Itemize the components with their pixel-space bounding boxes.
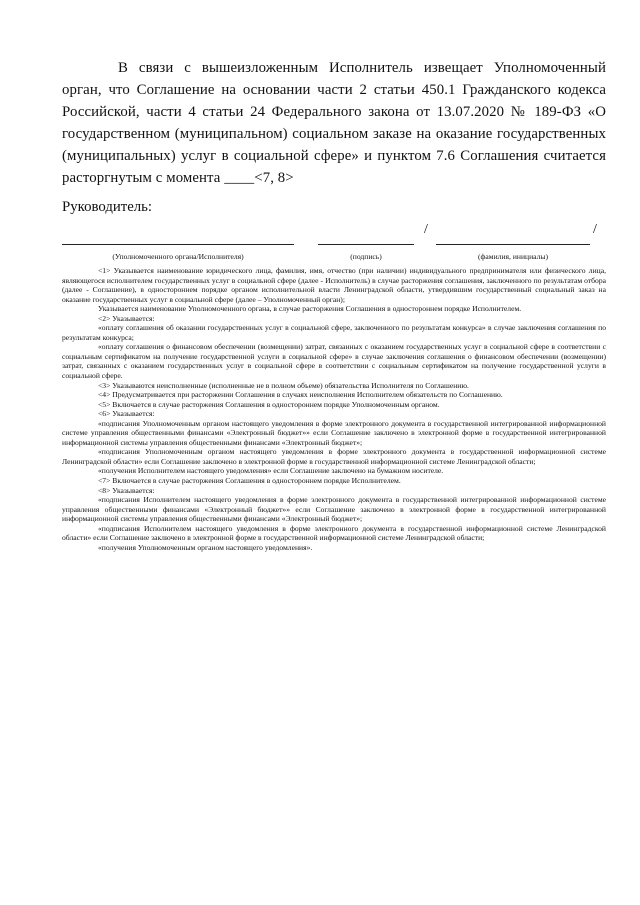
footnote-item: «подписания Исполнителем настоящего уведомления в форме электронного документа в государственной интегрированной информационной системе управления общественными финансами «Электронный бюджет»» если Соглашение заключено в электронной форме в государственной интегрированной информационной системы управления общественными финансами «Электронный бюджет»; [62, 495, 606, 524]
caption-name: (фамилия, инициалы) [477, 252, 548, 261]
footnote-item: «оплату соглашения о финансовом обеспечении (возмещении) затрат, связанных с оказанием государственных услуг в социальной сфере в соответствии с социальным сертификатом на получение государственной услуги в социальной сфере» в случае заключения соглашения о финансовом обеспечении (возмещении) затрат, связанных с оказанием государственных услуг в социальной сфере в соответствии с социальным сертификатом на получение государственной услуги в социальной сфере. [62, 342, 606, 381]
footnote-item: «получения Уполномоченным органом настоящего уведомления». [98, 542, 313, 552]
footnote: <6> Указывается: [98, 409, 155, 419]
name-slash: / [593, 222, 597, 237]
footnote-item: «получения Исполнителем настоящего уведомления» если Соглашение заключено на бумажном носителе. [98, 466, 444, 476]
footnote: <5> Включается в случае расторжения Соглашения в одностороннем порядке Уполномоченным органом. [98, 399, 440, 409]
footnote: <1> Указывается наименование юридического лица, фамилия, имя, отчество (при наличии) индивидуального предпринимателя или физического лица, являющегося исполнителем государственных услуг в социальной сфере (далее - Исполнитель) в случае расторжения соглашения, заключенного по результатам отбора (далее - Соглашение), в одностороннем порядке органом исполнительной власти Ленинградской области, утвердившим государственный социальный заказ на оказание государственных услуг в социальной сфере (далее – Уполномоченный орган); [62, 266, 606, 304]
caption-org: (Уполномоченного органа/Исполнителя) [112, 252, 244, 261]
footnote-item: «подписания Уполномоченным органом настоящего уведомления в форме электронного документа в государственной интегрированной информационной системе управления общественными финансами «Электронный бюджет»» если Соглашение заключено в электронной форме в государственной интегрированной информационной системы управления общественными финансами «Электронный бюджет»; [62, 418, 606, 447]
footnote: <3> Указываются неисполненные (исполненные не в полном объеме) обязательства Исполнителя по Соглашению. [98, 380, 469, 390]
footnote-item: «подписания Исполнителем настоящего уведомления в форме электронного документа в государственной информационной системе Ленинградской области» если Соглашение заключено в электронной форме в государственной информационной системе Ленинградской области; [62, 523, 606, 543]
name-line [436, 244, 590, 245]
footnote: <2> Указывается: [98, 313, 155, 323]
head-label: Руководитель: [62, 199, 153, 215]
signature-line [318, 244, 414, 245]
footnote: Указывается наименование Уполномоченного органа, в случае расторжения Соглашения в одностороннем порядке Исполнителем. [98, 304, 522, 314]
notice-paragraph: В связи с вышеизложенным Исполнитель извещает Уполномоченный орган, что Соглашение на основании части 2 статьи 450.1 Гражданского кодекса Российской, части 4 статьи 24 Федерального закона от 13.07.2020 № 189-ФЗ «О государственном (муниципальном) социальном заказе на оказание государственных (муниципальных) услуг в социальной сфере» и пунктом 7.6 Соглашения считается расторгнутым с момента ____<7, 8> [62, 60, 606, 186]
signature-slash: / [424, 222, 428, 237]
footnote: <4> Предусматривается при расторжении Соглашения в случаях неисполнения Исполнителем обязательств по Соглашению. [98, 390, 503, 400]
footnote: <8> Указывается: [98, 485, 155, 495]
footnote-item: «оплату соглашения об оказании государственных услуг в социальной сфере, заключенного по результатам конкурса» в случае заключения соглашения по результатам конкурса; [62, 323, 606, 342]
org-signature-line [62, 244, 294, 245]
footnote-item: «подписания Уполномоченным органом настоящего уведомления в форме электронного документа в государственной информационной системе Ленинградской области» если Соглашение заключено в электронной форме в государственной информационной системе Ленинградской области; [62, 447, 606, 466]
footnote: <7> Включается в случае расторжения Соглашения в одностороннем порядке Исполнителем. [98, 476, 401, 486]
caption-signature: (подпись) [350, 252, 382, 261]
footnotes [62, 266, 606, 552]
